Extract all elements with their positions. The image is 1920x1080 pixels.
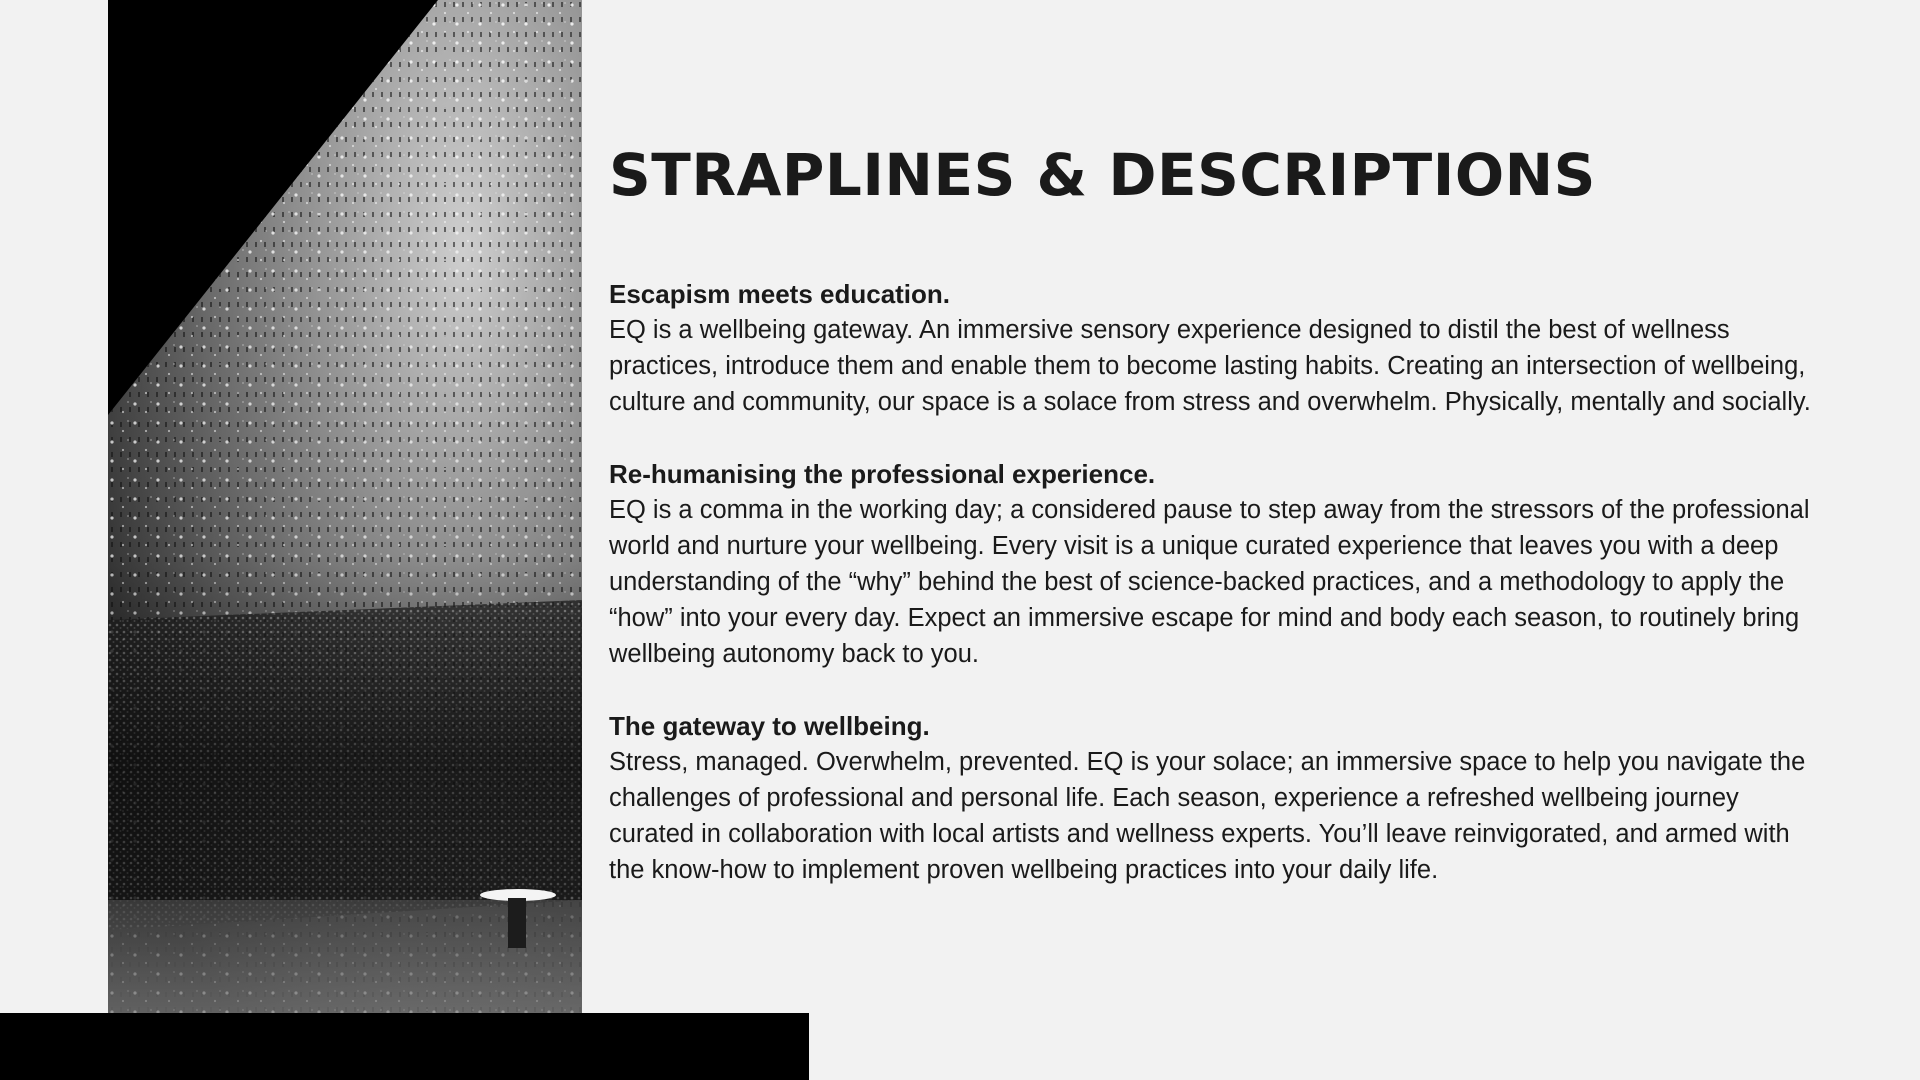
section-body: EQ is a comma in the working day; a considered pause to step away from the stressors of the professional world and nurture your wellbeing. Every visit is a unique curated experience that leaves you with a deep understanding of the “why” behind the best of science-backed practices, and a methodology to apply the “how” into your every day. Expect an immersive escape for mind and body each season, to routinely bring wellbeing autonomy back to you. (609, 496, 1810, 668)
section-rehumanising (609, 456, 1819, 672)
section-body: Stress, managed. Overwhelm, prevented. EQ is your solace; an immersive space to help you navigate the challenges of professional and personal life. Each season, experience a refreshed wellbeing journey curated in collaboration with local artists and wellness experts. You’ll leave reinvigorated, and armed with the know-how to implement proven wellbeing practices into your daily life. (609, 748, 1806, 884)
section-heading: The gateway to wellbeing. (609, 711, 930, 741)
section-list (609, 276, 1819, 888)
black-footer-block (0, 1013, 809, 1080)
installation-photo (108, 0, 582, 1013)
section-body: EQ is a wellbeing gateway. An immersive sensory experience designed to distil the best of wellness practices, introduce them and enable them to become lasting habits. Creating an intersection of wellbeing, culture and community, our space is a solace from stress and overwhelm. Physically, mentally and socially. (609, 316, 1811, 416)
crystal-curtain-image (108, 0, 582, 1013)
main-content (609, 140, 1819, 924)
section-heading: Re-humanising the professional experience. (609, 459, 1156, 489)
section-gateway (609, 708, 1819, 888)
section-heading: Escapism meets education. (609, 279, 951, 309)
page-title: STRAPLINES & DESCRIPTIONS (609, 141, 1596, 209)
section-escapism (609, 276, 1819, 420)
